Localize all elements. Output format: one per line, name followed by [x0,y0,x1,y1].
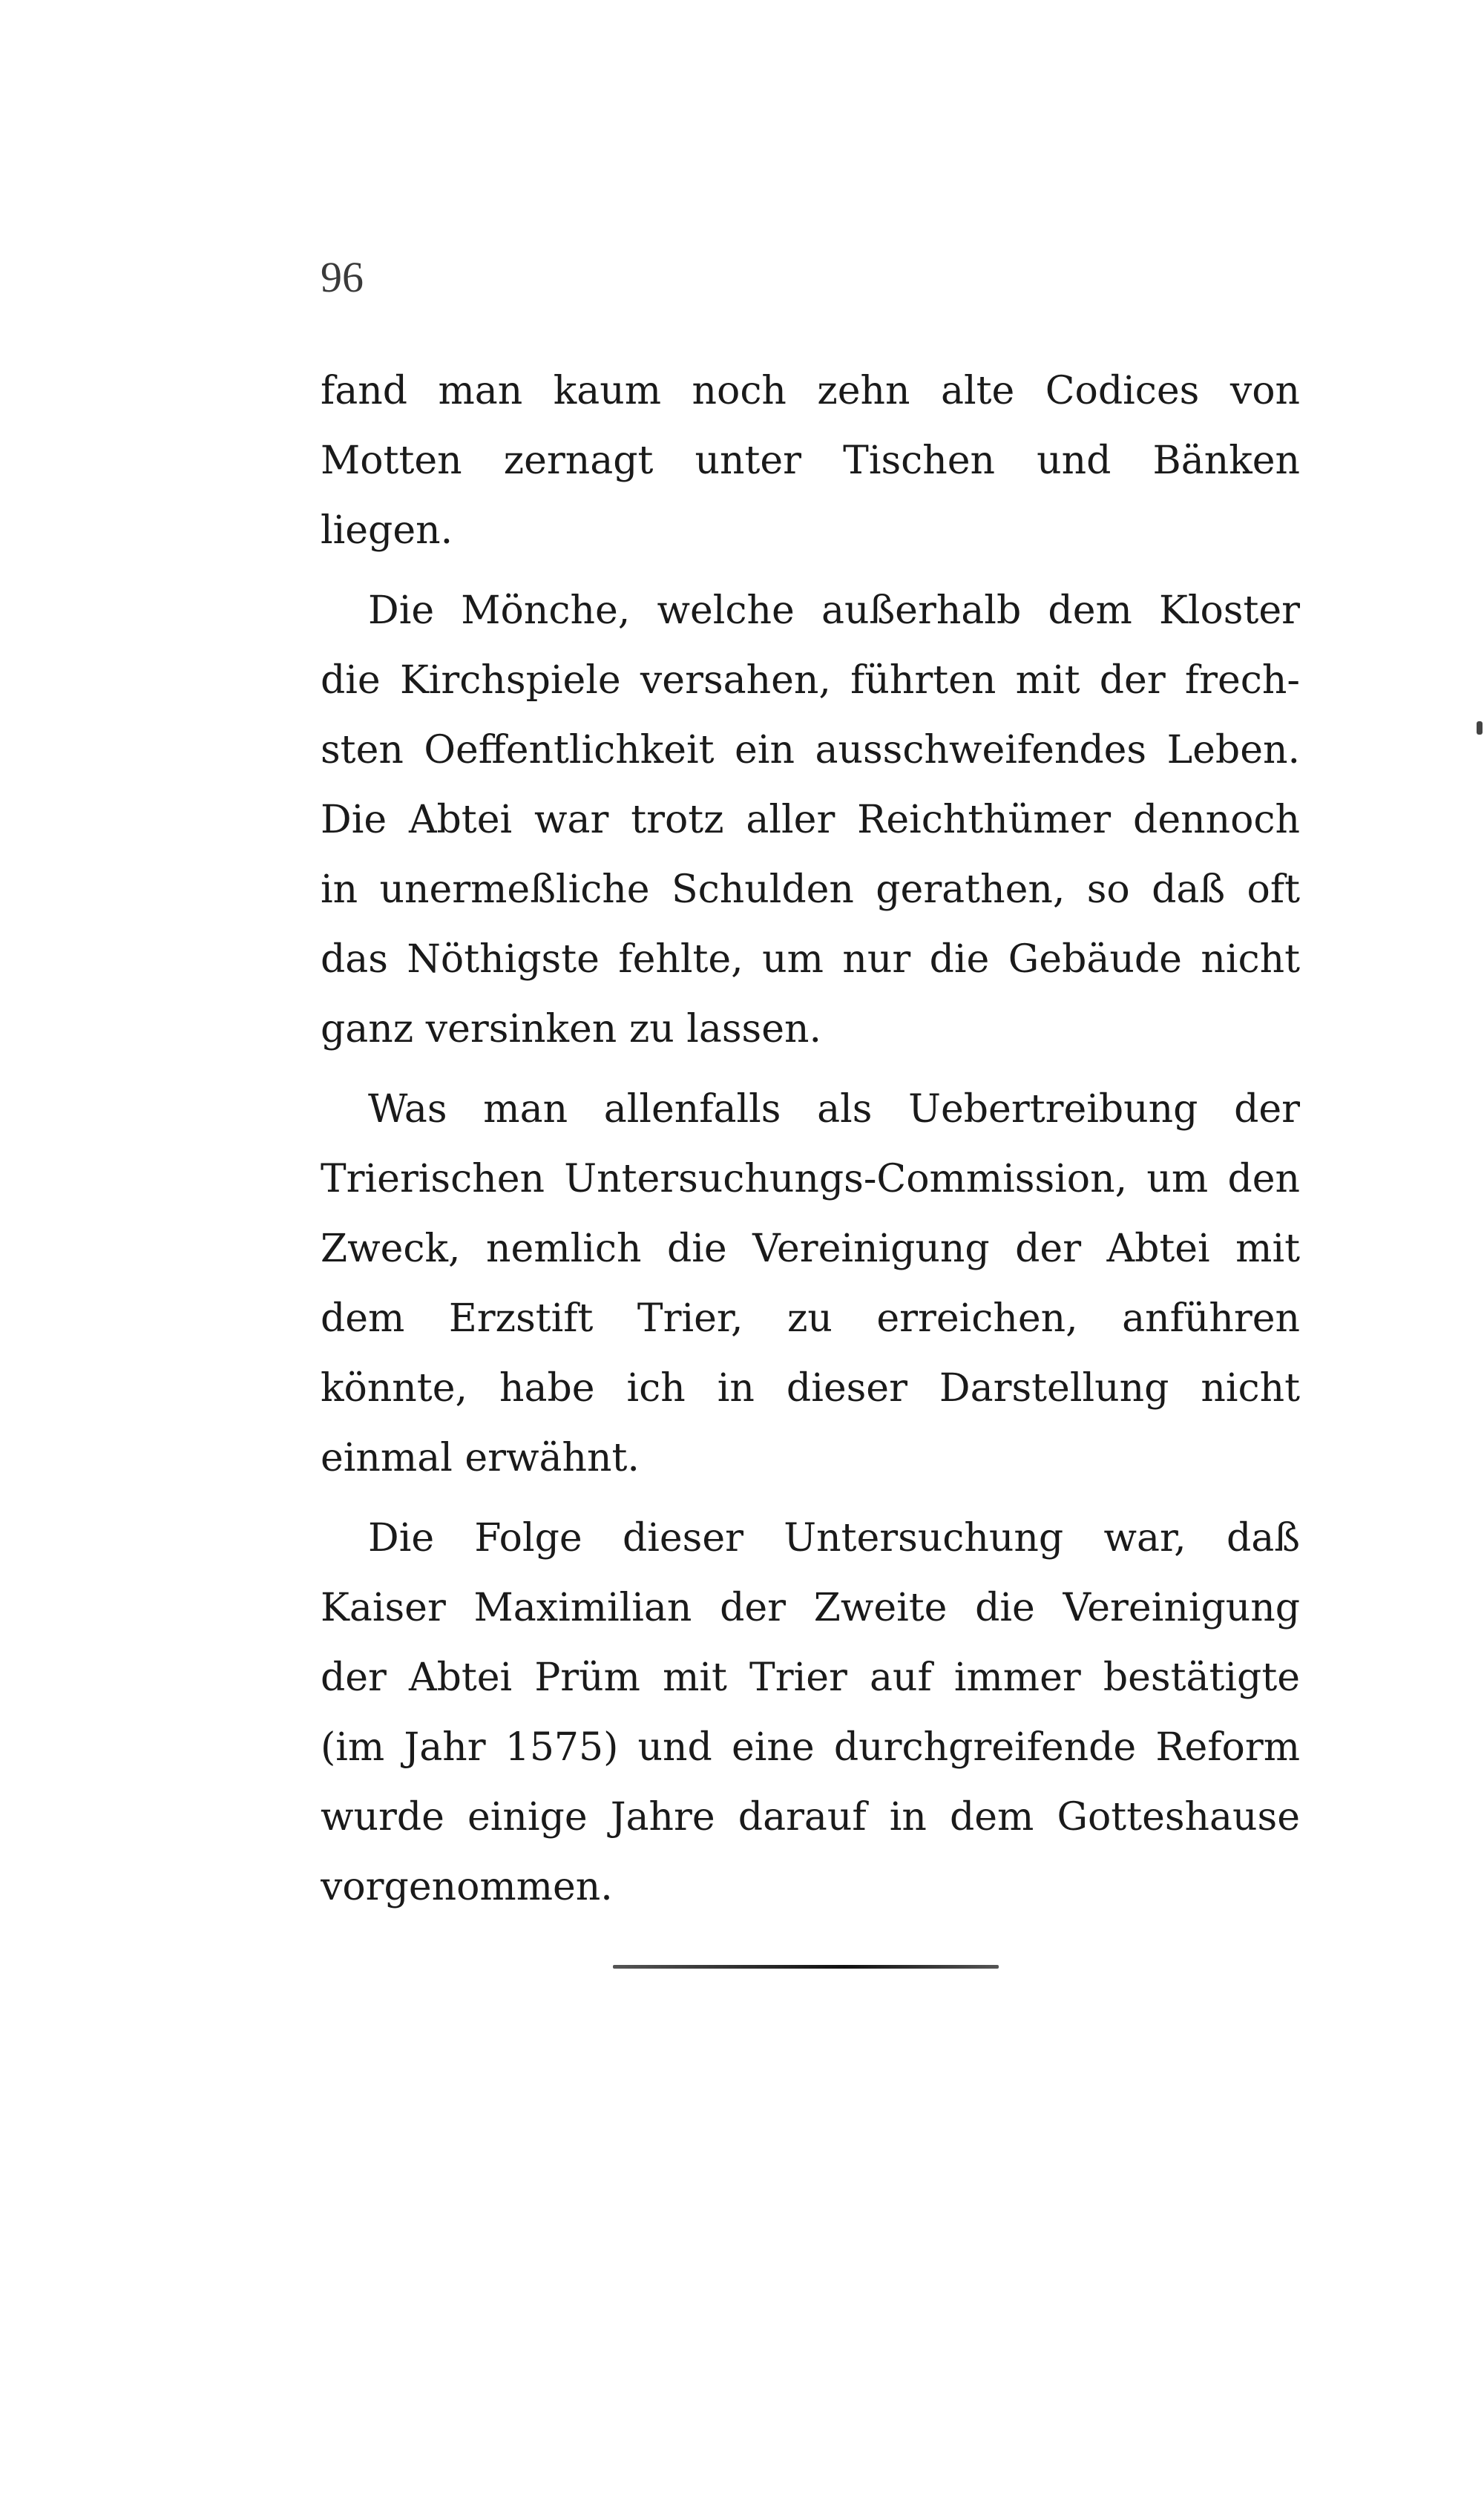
paragraph-4 [321,1503,1300,1922]
closing-rule [613,1965,999,1969]
text-line: vorgenommen. [321,1865,613,1909]
page-number: 96 [321,253,364,301]
text-line: das Nöthigste fehlte, um nur die Gebäude nicht [321,937,1300,982]
text-line: könnte, habe ich in dieser Darstellung nicht [321,1366,1300,1411]
text-line: Trierischen Untersuchungs-Commission, um den [321,1157,1300,1201]
text-line: Die Mönche, welche außerhalb dem Kloster [368,588,1300,633]
text-line: fand man kaum noch zehn alte Codices von [321,369,1300,413]
margin-speck [1477,721,1483,735]
text-line: Motten zernagt unter Tischen und Bänken [321,439,1300,483]
text-line: ganz versinken zu lassen. [321,1007,822,1051]
text-line: der Abtei Prüm mit Trier auf immer bestätigte [321,1655,1300,1700]
text-line: einmal erwähnt. [321,1436,640,1480]
paragraph-3 [321,1074,1300,1493]
text-line: Zweck, nemlich die Vereinigung der Abtei mit [321,1227,1300,1271]
text-line: Kaiser Maximilian der Zweite die Vereinigung [321,1586,1300,1630]
text-line: in unermeßliche Schulden gerathen, so daß oft [321,867,1300,912]
text-line: (im Jahr 1575) und eine durchgreifende Reform [321,1725,1300,1770]
text-line: Die Folge dieser Untersuchung war, daß [368,1516,1300,1561]
text-line: liegen. [321,508,453,553]
text-line: wurde einige Jahre darauf in dem Gotteshause [321,1795,1300,1840]
text-line: sten Oeffentlichkeit ein ausschweifendes Leben. [321,728,1300,772]
text-line: dem Erzstift Trier, zu erreichen, anführen [321,1296,1300,1341]
text-line: Was man allenfalls als Uebertreibung der [368,1087,1300,1132]
text-line: die Kirchspiele versahen, führten mit der frech- [321,658,1300,703]
paragraph-1 [321,356,1300,565]
paragraph-2 [321,576,1300,1064]
body-text [321,356,1300,1922]
text-line: Die Abtei war trotz aller Reichthümer dennoch [321,798,1300,842]
